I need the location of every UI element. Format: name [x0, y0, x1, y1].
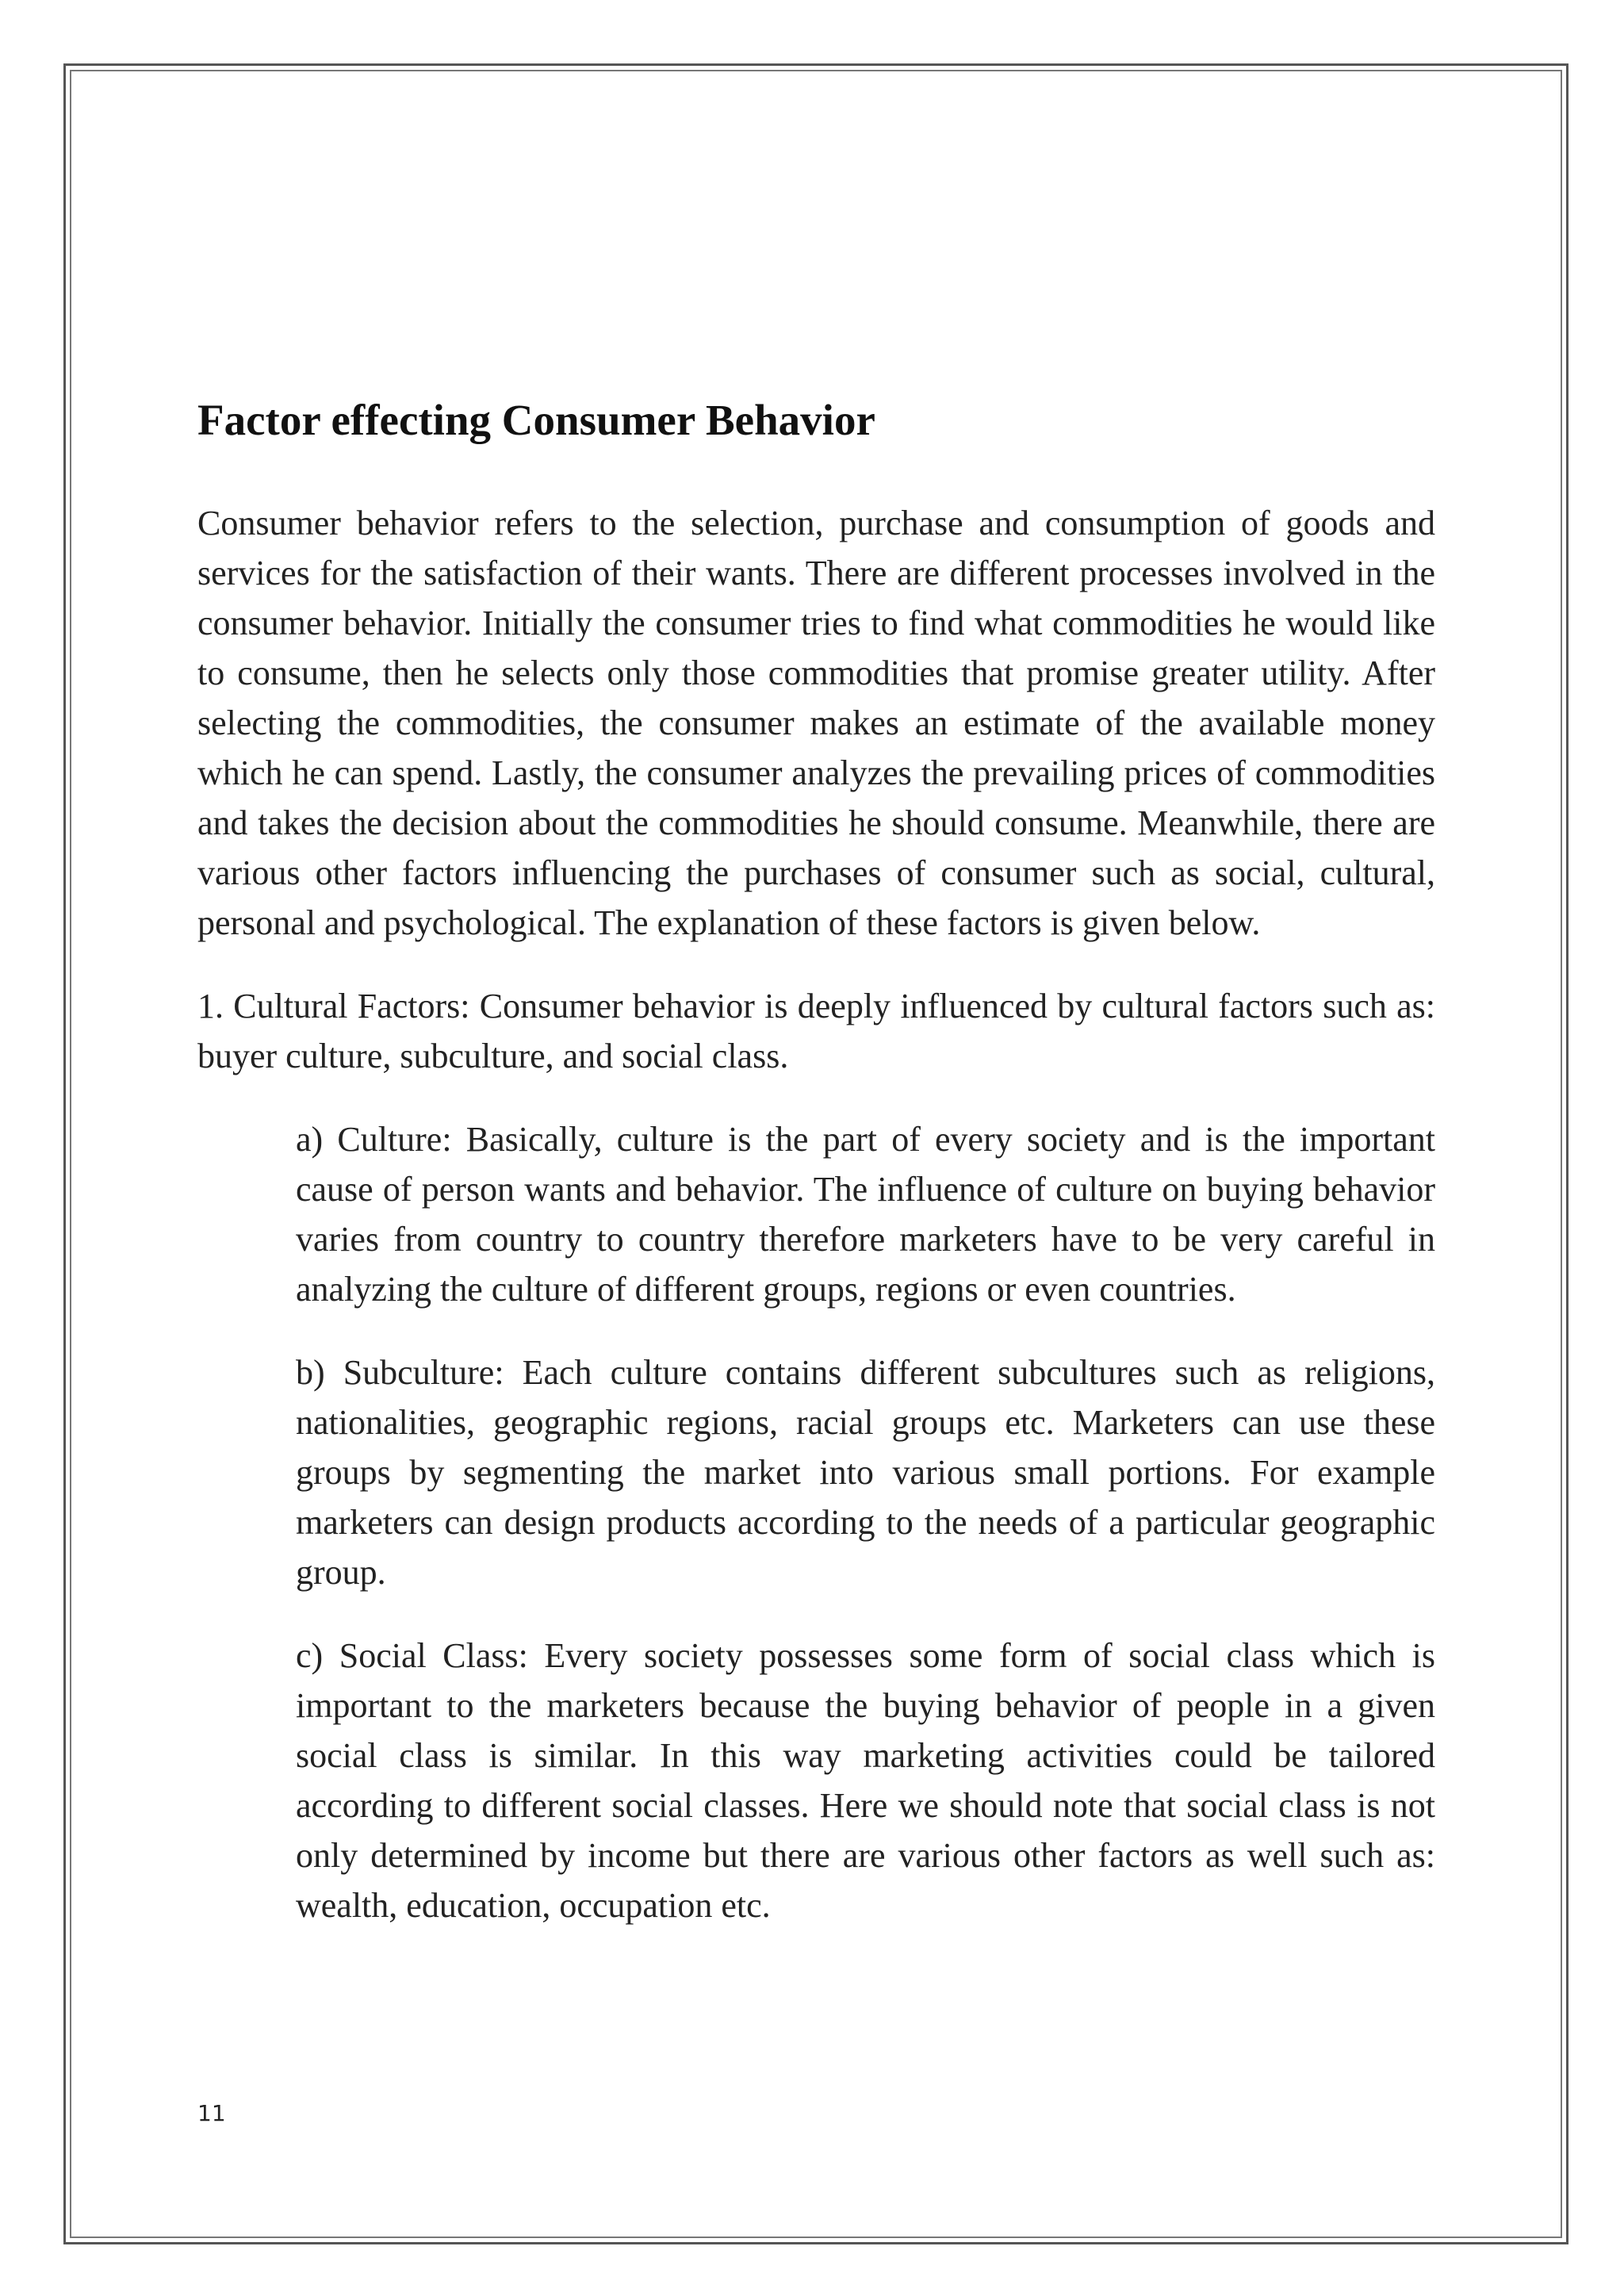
intro-paragraph: Consumer behavior refers to the selection, purchase and consumption of goods and services for the satisfaction of their wants. There are different processes involved in the consumer behavior. Initially the consumer tries to find what commodities he would like to consume, then he selects only those commodities that promise greater utility. After selecting the commodities, the consumer makes an estimate of the available money which he can spend. Lastly, the consumer analyzes the prevailing prices of commodities and takes the decision about the commodities he should consume. Meanwhile, there are various other factors influencing the purchases of consumer such as social, cultural, personal and psychological. The explanation of these factors is given below.: [197, 504, 1435, 942]
subculture-subsection: b) Subculture: Each culture contains different subcultures such as religions, nationalities, geographic regions, racial groups etc. Marketers can use these groups by segmenting the market into various small portions. For example marketers can design products according to the needs of a particular geographic group.: [296, 1353, 1435, 1592]
culture-subsection: a) Culture: Basically, culture is the part of every society and is the important cause of person wants and behavior. The influence of culture on buying behavior varies from country to country therefore marketers have to be very careful in analyzing the culture of different groups, regions or even countries.: [296, 1120, 1435, 1309]
page-content: [197, 389, 1435, 1964]
section-heading: Factor effecting Consumer Behavior: [197, 396, 875, 444]
social-class-subsection: c) Social Class: Every society possesses some form of social class which is important to the marketers because the buying behavior of people in a given social class is similar. In this way marketing activities could be tailored according to different social classes. Here we should note that social class is not only determined by income but there are various other factors as well such as: wealth, education, occupation etc.: [296, 1636, 1435, 1925]
cultural-factors-paragraph: 1. Cultural Factors: Consumer behavior is deeply influenced by cultural factors such as: buyer culture, subculture, and social class.: [197, 987, 1435, 1075]
page-number: 11: [197, 2100, 226, 2126]
